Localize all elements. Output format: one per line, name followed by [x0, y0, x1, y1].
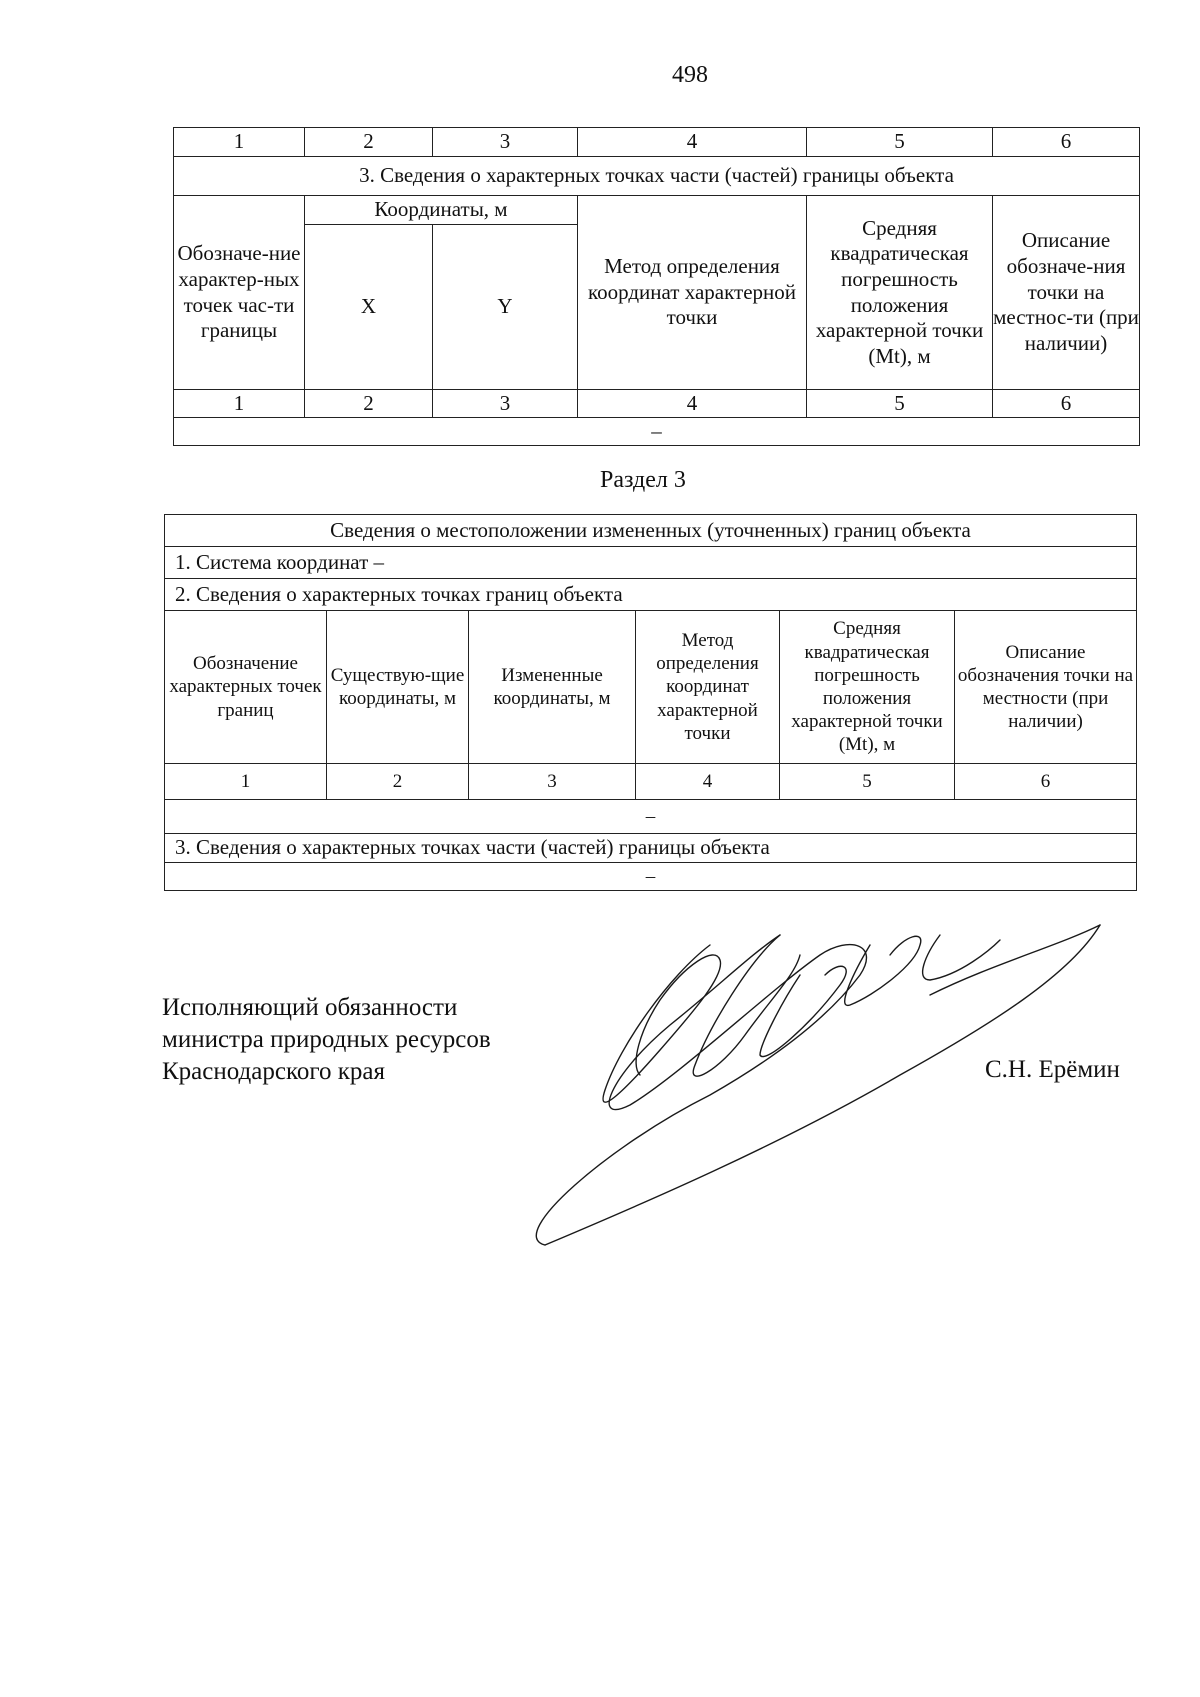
column-number: 4 — [578, 128, 807, 157]
column-number: 3 — [469, 764, 636, 800]
signatory-title — [162, 992, 491, 1088]
signatory-line: Исполняющий обязанности — [162, 994, 458, 1021]
part-boundary-points-row: 3. Сведения о характерных точках части (частей) границы объекта — [165, 834, 1137, 863]
coordinate-system-row: 1. Система координат – — [165, 547, 1137, 579]
table-caption: 3. Сведения о характерных точках части (частей) границы объекта — [174, 157, 1140, 196]
column-number: 6 — [993, 128, 1140, 157]
empty-row: – — [174, 418, 1140, 446]
column-number: 5 — [780, 764, 955, 800]
boundary-points-row: 2. Сведения о характерных точках границ объекта — [165, 579, 1137, 611]
column-number: 3 — [433, 390, 578, 418]
empty-row: – — [165, 863, 1137, 891]
coordinates-header: Координаты, м — [305, 196, 578, 225]
column-number: 4 — [636, 764, 780, 800]
part-boundary-points-table — [173, 127, 1140, 446]
column-number: 2 — [305, 390, 433, 418]
x-header: X — [305, 225, 433, 390]
signatory-line: Краснодарского края — [162, 1058, 385, 1085]
header-method: Метод определения координат характерной точки — [636, 611, 780, 764]
description-header: Описание обозначе-ния точки на местнос-ти (при наличии) — [993, 196, 1140, 390]
error-header: Средняя квадратическая погрешность положения характерной точки (Mt), м — [807, 196, 993, 390]
method-header: Метод определения координат характерной точки — [578, 196, 807, 390]
changed-boundaries-table — [164, 514, 1137, 891]
header-designation: Обозначение характерных точек границ — [165, 611, 327, 764]
column-number: 6 — [955, 764, 1137, 800]
column-number: 5 — [807, 128, 993, 157]
point-designation-header: Обозначе-ние характер-ных точек час-ти границы — [174, 196, 305, 390]
section-title: Раздел 3 — [600, 467, 686, 493]
header-changed-coordinates: Измененные координаты, м — [469, 611, 636, 764]
column-number: 2 — [305, 128, 433, 157]
column-number: 3 — [433, 128, 578, 157]
header-description: Описание обозначения точки на местности (при наличии) — [955, 611, 1137, 764]
page-number: 498 — [672, 62, 708, 88]
column-number: 1 — [174, 128, 305, 157]
column-number: 4 — [578, 390, 807, 418]
header-error: Средняя квадратическая погрешность положения характерной точки (Mt), м — [780, 611, 955, 764]
column-number: 6 — [993, 390, 1140, 418]
column-number: 1 — [165, 764, 327, 800]
handwritten-signature — [520, 905, 1110, 1265]
signatory-line: министра природных ресурсов — [162, 1026, 491, 1053]
signatory-name: С.Н. Ерёмин — [985, 1056, 1120, 1083]
column-number: 1 — [174, 390, 305, 418]
column-number: 2 — [327, 764, 469, 800]
y-header: Y — [433, 225, 578, 390]
header-existing-coordinates: Существую-щие координаты, м — [327, 611, 469, 764]
column-number: 5 — [807, 390, 993, 418]
empty-row: – — [165, 800, 1137, 834]
table-title: Сведения о местоположении измененных (уточненных) границ объекта — [165, 515, 1137, 547]
